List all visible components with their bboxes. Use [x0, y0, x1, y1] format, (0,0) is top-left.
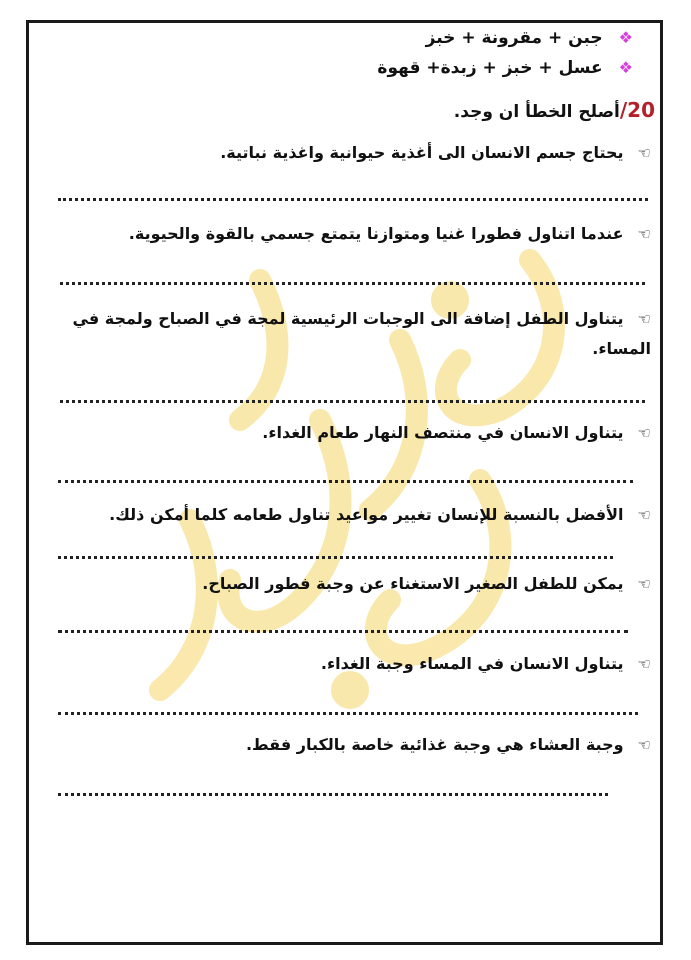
answer-line	[58, 712, 638, 715]
statement-row	[246, 735, 651, 754]
statement-text: عندما اتناول فطورا غنيا ومتوازنا يتمتع جسمي بالقوة والحيوية.	[128, 224, 624, 243]
statement-row	[202, 574, 651, 593]
statement-text: يتناول الانسان في منتصف النهار طعام الغداء.	[262, 423, 624, 442]
question-number: 20	[627, 98, 655, 122]
statement-row	[71, 500, 651, 530]
answer-line	[58, 556, 613, 559]
pointing-hand-icon: ☜	[637, 506, 651, 524]
question-instruction: أصلح الخطأ ان وجد.	[453, 102, 620, 122]
statement-row	[262, 423, 651, 442]
statement-text: يمكن للطفل الصغير الاستغناء عن وجبة فطور الصباح.	[202, 574, 624, 593]
statement-text: الأفضل بالنسبة للإنسان تغيير مواعيد تناول طعامه كلما أمكن ذلك.	[109, 505, 624, 524]
statement-row	[51, 304, 651, 364]
pointing-hand-icon: ☜	[637, 575, 651, 593]
answer-line	[60, 400, 645, 403]
bullet-icon: ❖	[618, 28, 633, 47]
statement-row	[321, 654, 651, 673]
statement-text: يتناول الطفل إضافة الى الوجبات الرئيسية لمجة في الصباح ولمجة في المساء.	[72, 309, 651, 358]
answer-line	[58, 480, 633, 483]
statement-text: وجبة العشاء هي وجبة غذائية خاصة بالكبار فقط.	[245, 735, 624, 754]
answer-line	[58, 198, 648, 201]
statement-row	[220, 143, 651, 162]
question-heading	[454, 98, 655, 122]
pointing-hand-icon: ☜	[637, 736, 651, 754]
pointing-hand-icon: ☜	[637, 310, 651, 328]
pointing-hand-icon: ☜	[637, 225, 651, 243]
answer-line	[60, 282, 645, 285]
statement-text: يتناول الانسان في المساء وجبة الغداء.	[320, 654, 624, 673]
menu-item	[426, 28, 633, 48]
pointing-hand-icon: ☜	[637, 424, 651, 442]
pointing-hand-icon: ☜	[637, 655, 651, 673]
pointing-hand-icon: ☜	[637, 144, 651, 162]
statement-row	[129, 224, 651, 243]
statement-text: يحتاج جسم الانسان الى أغذية حيوانية واغذية نباتية.	[220, 143, 624, 162]
menu-item	[377, 58, 633, 78]
menu-item-text: جبن + مقرونة + خبز	[425, 28, 603, 48]
question-slash: /	[619, 98, 628, 122]
menu-item-text: عسل + خبز + زبدة+ قهوة	[377, 58, 603, 78]
answer-line	[58, 793, 608, 796]
answer-line	[58, 630, 628, 633]
bullet-icon: ❖	[618, 58, 633, 77]
